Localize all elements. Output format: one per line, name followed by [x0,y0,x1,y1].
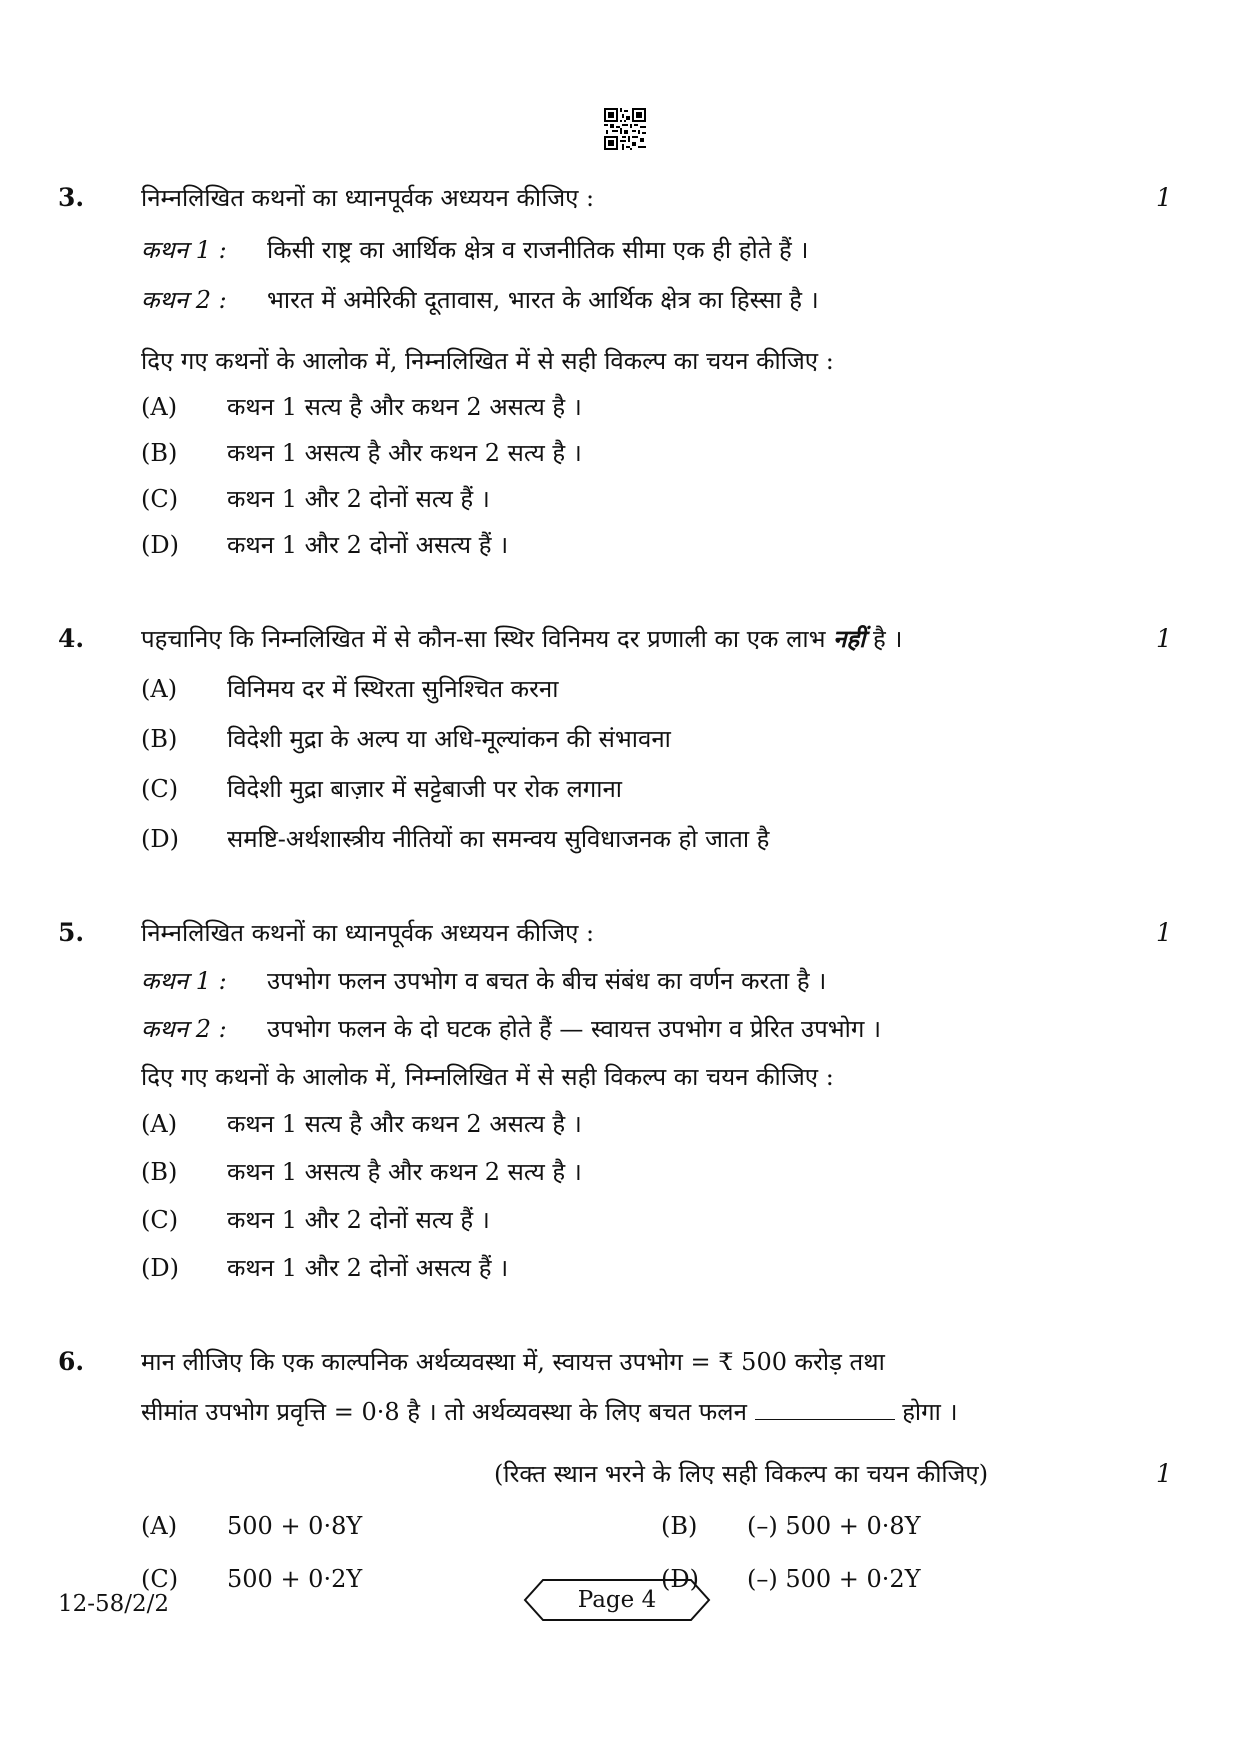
option-b [661,1512,921,1540]
option-label: (B) [661,1512,698,1540]
statement-text: किसी राष्ट्र का आर्थिक क्षेत्र व राजनीतिक सीमा एक ही होते हैं । [267,236,809,264]
option-d [141,1251,508,1284]
question-text: मान लीजिए कि एक काल्पनिक अर्थव्यवस्था में, स्वायत्त उपभोग = ₹ 500 करोड़ तथा [141,1348,885,1376]
qr-code [604,108,646,150]
option-c [141,482,490,515]
option-label: (C) [141,485,179,513]
option-c [141,1203,490,1236]
fill-blank-hint: (रिक्त स्थान भरने के लिए सही विकल्प का चयन कीजिए) [494,1460,989,1488]
statement-2 [141,283,819,316]
option-label: (D) [141,531,179,559]
option-a [141,1107,582,1140]
question-marks: 1 [1156,624,1172,653]
option-c [141,1565,362,1593]
question-number: 3. [58,183,85,212]
option-a [141,672,558,705]
question-text-part: सीमांत उपभोग प्रवृत्ति = 0·8 है । तो अर्थव्यवस्था के लिए बचत फलन [141,1398,747,1426]
option-label: (B) [141,1158,178,1186]
option-label: (A) [141,1110,178,1138]
option-a [141,390,582,423]
question-marks: 1 [1156,918,1172,947]
question-text: निम्नलिखित कथनों का ध्यानपूर्वक अध्ययन कीजिए : [141,919,595,947]
question-text: निम्नलिखित कथनों का ध्यानपूर्वक अध्ययन कीजिए : [141,184,595,212]
option-text: कथन 1 और 2 दोनों असत्य हैं । [227,1254,509,1282]
option-label: (C) [141,1206,179,1234]
question-text-part: होगा । [902,1398,958,1426]
option-label: (C) [141,1565,179,1593]
option-label: (A) [141,675,178,703]
option-text: 500 + 0·8Y [227,1512,363,1540]
instruction-text: दिए गए कथनों के आलोक में, निम्नलिखित में से सही विकल्प का चयन कीजिए : [141,1063,834,1091]
option-label: (B) [141,725,178,753]
option-text: (–) 500 + 0·8Y [747,1512,921,1540]
option-label: (D) [141,825,179,853]
statement-text: उपभोग फलन उपभोग व बचत के बीच संबंध का वर्णन करता है । [267,967,827,995]
statement-label: कथन 1 : [141,236,227,264]
paper-code: 12-58/2/2 [58,1591,170,1617]
option-b [141,1155,582,1188]
option-text: (–) 500 + 0·2Y [747,1565,921,1593]
option-d [141,528,508,561]
question-number: 6. [58,1347,85,1376]
question-marks: 1 [1156,183,1172,212]
option-text: कथन 1 असत्य है और कथन 2 सत्य है । [227,439,582,467]
instruction-text: दिए गए कथनों के आलोक में, निम्नलिखित में से सही विकल्प का चयन कीजिए : [141,347,834,375]
statement-text: उपभोग फलन के दो घटक होते हैं — स्वायत्त उपभोग व प्रेरित उपभोग । [267,1015,882,1043]
question-text-part: पहचानिए कि निम्नलिखित में से कौन-सा स्थिर विनिमय दर प्रणाली का एक लाभ [141,625,834,653]
option-text: विदेशी मुद्रा बाज़ार में सट्टेबाजी पर रोक लगाना [227,775,623,803]
option-text: 500 + 0·2Y [227,1565,363,1593]
option-text: कथन 1 और 2 दोनों असत्य हैं । [227,531,509,559]
option-text: विनिमय दर में स्थिरता सुनिश्चित करना [227,675,559,703]
statement-label: कथन 2 : [141,286,227,314]
question-text [141,622,902,655]
question-text-line2 [141,1395,958,1428]
question-marks: 1 [1156,1459,1172,1488]
statement-text: भारत में अमेरिकी दूतावास, भारत के आर्थिक क्षेत्र का हिस्सा है । [267,286,819,314]
question-number: 5. [58,918,85,947]
option-c [141,772,622,805]
option-text: विदेशी मुद्रा के अल्प या अधि-मूल्यांकन की संभावना [227,725,671,753]
statement-label: कथन 2 : [141,1015,227,1043]
option-text: समष्टि-अर्थशास्त्रीय नीतियों का समन्वय सुविधाजनक हो जाता है [227,825,770,853]
option-d [661,1565,921,1593]
statement-1 [141,233,809,266]
option-text: कथन 1 सत्य है और कथन 2 असत्य है । [227,393,582,421]
option-a [141,1512,362,1540]
option-label: (A) [141,1512,178,1540]
option-label: (B) [141,439,178,467]
option-label: (C) [141,775,179,803]
option-b [141,722,671,755]
question-text-part: है । [865,625,903,653]
question-emphasis: नहीं [833,624,866,653]
statement-1 [141,964,826,997]
option-text: कथन 1 सत्य है और कथन 2 असत्य है । [227,1110,582,1138]
option-text: कथन 1 और 2 दोनों सत्य हैं । [227,1206,490,1234]
option-label: (A) [141,393,178,421]
statement-2 [141,1012,881,1045]
statement-label: कथन 1 : [141,967,227,995]
option-text: कथन 1 और 2 दोनों सत्य हैं । [227,485,490,513]
fill-in-blank [755,1401,895,1420]
option-b [141,436,582,469]
option-label: (D) [661,1565,699,1593]
option-d [141,822,769,855]
question-number: 4. [58,624,85,653]
option-text: कथन 1 असत्य है और कथन 2 सत्य है । [227,1158,582,1186]
page-number: Page 4 [577,1587,657,1613]
option-label: (D) [141,1254,179,1282]
